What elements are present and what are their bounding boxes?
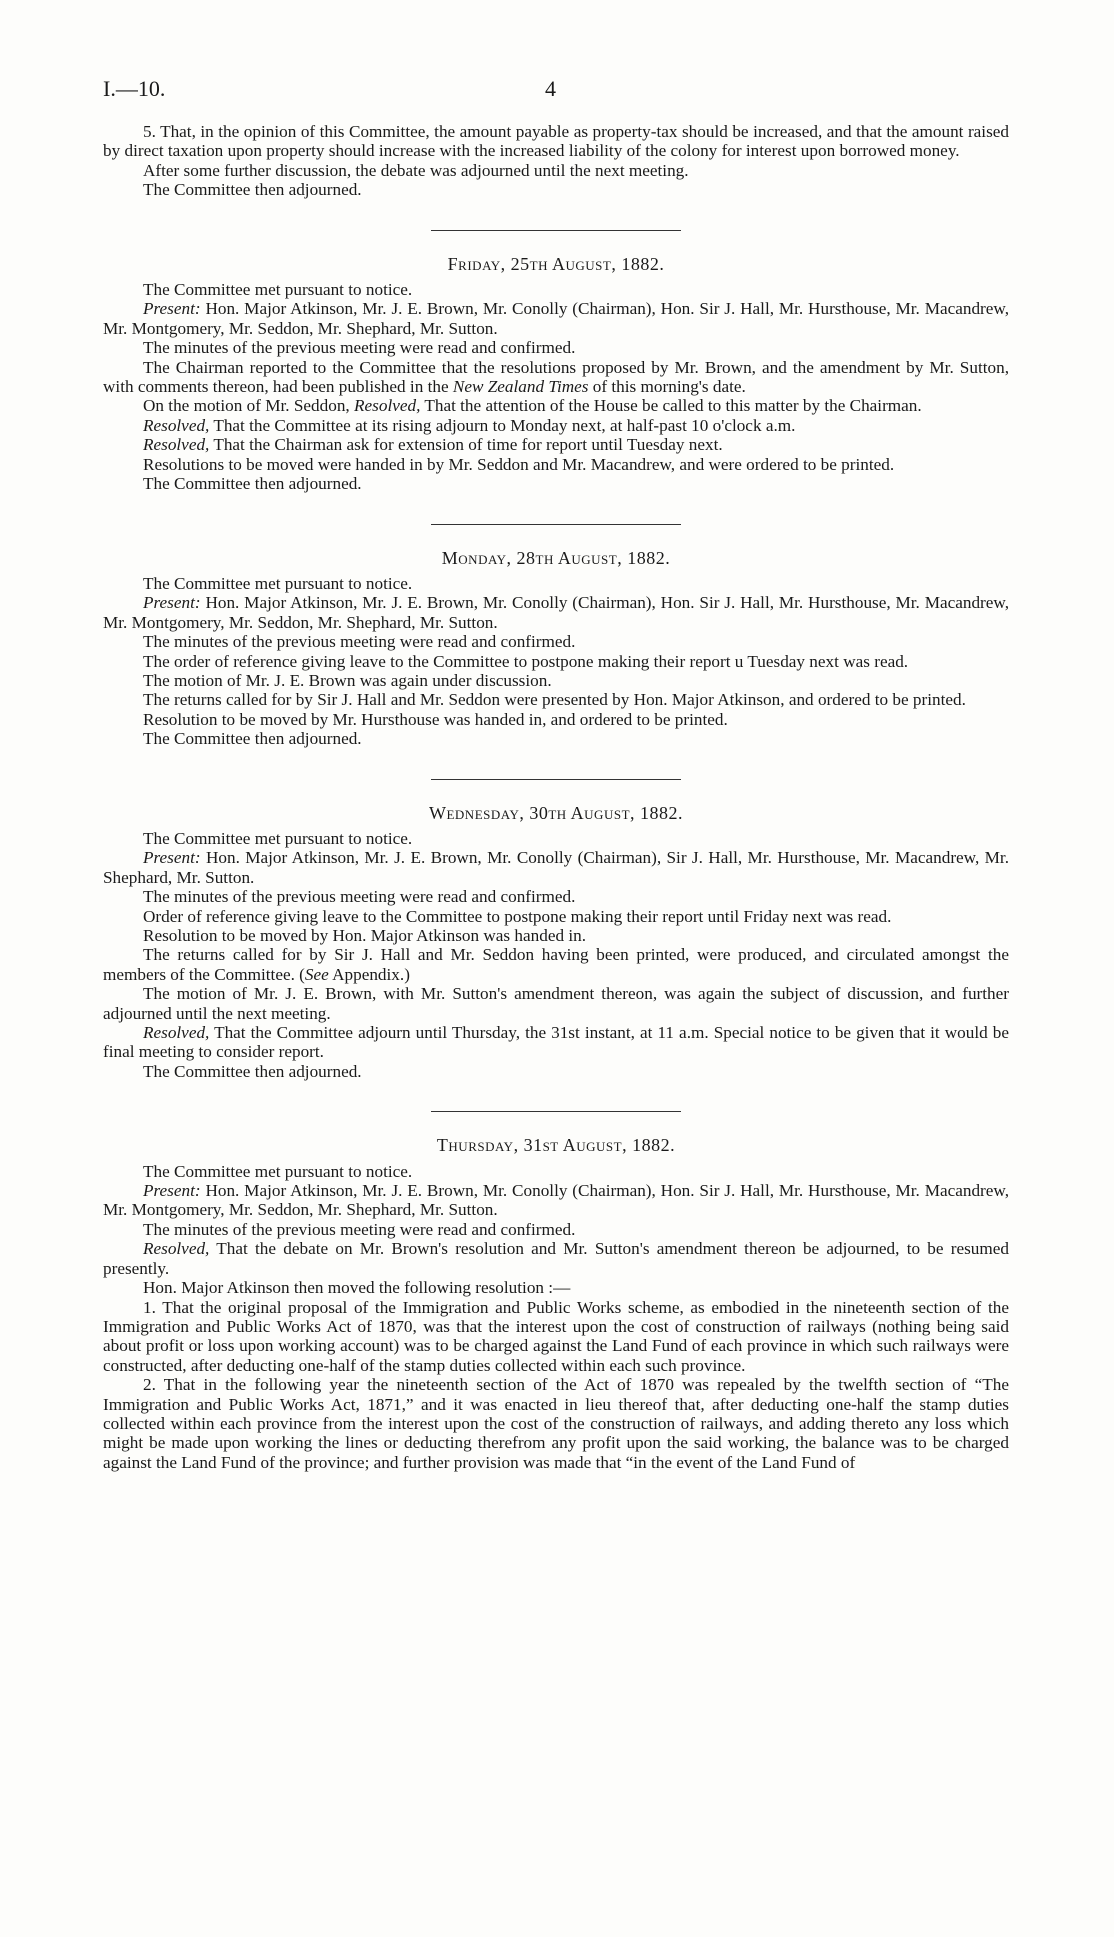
paragraph: Resolutions to be moved were handed in by Mr. Seddon and Mr. Macandrew, and were ordered to be printed. bbox=[143, 454, 895, 474]
attendance-paragraph bbox=[103, 299, 1009, 338]
paragraph: The order of reference giving leave to the Committee to postpone making their report u Tuesday next was read. bbox=[143, 651, 909, 671]
section-divider bbox=[431, 524, 681, 525]
paragraph: The minutes of the previous meeting were read and confirmed. bbox=[143, 632, 576, 652]
paragraph: The minutes of the previous meeting were read and confirmed. bbox=[143, 338, 576, 358]
paragraph: Resolution to be moved by Hon. Major Atkinson was handed in. bbox=[143, 926, 587, 945]
resolution-clause: 1. That the original proposal of the Immigration and Public Works scheme, as embodied in the nineteenth section of the Immigration and Public Works Act of 1870, was that the interest upon the cost of construction of railways (nothing being said about profit or loss upon working account) was to be charged against the Land Fund of each province in which such railways were constructed, after deducting one-half of the stamp duties collected within each such province. bbox=[103, 1297, 1009, 1375]
section-divider bbox=[431, 1111, 681, 1112]
paragraph: The motion of Mr. J. E. Brown, with Mr. Sutton's amendment thereon, was again the subject of discussion, and further adjourned until the next meeting. bbox=[103, 984, 1009, 1023]
see-label: See bbox=[304, 964, 329, 984]
resolved-label: Resolved, bbox=[143, 1239, 210, 1259]
attendance-list: Hon. Major Atkinson, Mr. J. E. Brown, Mr. Conolly (Chairman), Hon. Sir J. Hall, Mr. Hursthouse, Mr. Macandrew, Mr. Montgomery, Mr. Seddon, Mr. Shephard, Mr. Sutton. bbox=[103, 1181, 1009, 1220]
paragraph: Resolved, That the debate on Mr. Brown's resolution and Mr. Sutton's amendment thereon be adjourned, to be resumed presently. bbox=[103, 1239, 1009, 1278]
attendance-list: Hon. Major Atkinson, Mr. J. E. Brown, Mr. Conolly (Chairman), Hon. Sir J. Hall, Mr. Hursthouse, Mr. Macandrew, Mr. Montgomery, Mr. Seddon, Mr. Shephard, Mr. Sutton. bbox=[103, 299, 1009, 338]
paragraph: The Committee then adjourned. bbox=[143, 729, 362, 749]
attendance-paragraph bbox=[103, 593, 1009, 632]
paragraph: Resolved, That the Chairman ask for extension of time for report until Tuesday next. bbox=[143, 435, 723, 455]
paragraph: Resolved, That the Committee adjourn until Thursday, the 31st instant, at 11 a.m. Special notice to be given that it would be final meeting to consider report. bbox=[103, 1023, 1009, 1062]
paragraph: The Committee met pursuant to notice. bbox=[143, 573, 413, 593]
paragraph: The Committee then adjourned. bbox=[143, 180, 362, 200]
section-date: Friday, 25th August, 1882. bbox=[447, 253, 665, 274]
newspaper-title: New Zealand Times bbox=[452, 377, 589, 397]
resolved-label: Resolved, bbox=[143, 415, 210, 435]
attendance-list: Hon. Major Atkinson, Mr. J. E. Brown, Mr. Conolly (Chairman), Hon. Sir J. Hall, Mr. Hursthouse, Mr. Macandrew, Mr. Montgomery, Mr. Seddon, Mr. Shephard, Mr. Sutton. bbox=[103, 593, 1009, 632]
present-label: Present: bbox=[143, 1181, 201, 1201]
page-header bbox=[103, 76, 1011, 106]
section-divider bbox=[431, 779, 681, 780]
paragraph: The motion of Mr. J. E. Brown was again under discussion. bbox=[143, 670, 552, 690]
paragraph: The Committee met pursuant to notice. bbox=[143, 1161, 413, 1181]
attendance-list: Hon. Major Atkinson, Mr. J. E. Brown, Mr. Conolly (Chairman), Sir J. Hall, Mr. Hursthouse, Mr. Macandrew, Mr. Shephard, Mr. Sutton. bbox=[103, 848, 1009, 887]
paragraph: On the motion of Mr. Seddon, Resolved, That the attention of the House be called to this matter by the Chairman. bbox=[143, 396, 922, 416]
paragraph: The minutes of the previous meeting were read and confirmed. bbox=[143, 1219, 576, 1239]
paragraph: The minutes of the previous meeting were read and confirmed. bbox=[143, 887, 576, 907]
paragraph: The Committee met pursuant to notice. bbox=[143, 828, 413, 848]
paragraph: The returns called for by Sir J. Hall and Mr. Seddon were presented by Hon. Major Atkinson, and ordered to be printed. bbox=[143, 690, 966, 710]
present-label: Present: bbox=[143, 848, 201, 868]
paragraph: The Chairman reported to the Committee that the resolutions proposed by Mr. Brown, and the amendment by Mr. Sutton, with comments thereon, had been published in the New Zealand Times of this morning's date. bbox=[103, 357, 1009, 397]
resolved-label: Resolved, bbox=[354, 396, 421, 416]
section-divider bbox=[431, 230, 681, 231]
section-date: Wednesday, 30th August, 1882. bbox=[428, 802, 684, 823]
document-id: I.—10. bbox=[103, 76, 166, 101]
paragraph: The Committee then adjourned. bbox=[143, 474, 362, 494]
attendance-paragraph bbox=[103, 1181, 1009, 1220]
resolved-label: Resolved, bbox=[143, 435, 210, 455]
paragraph: After some further discussion, the debate was adjourned until the next meeting. bbox=[143, 160, 689, 180]
resolution-clause: 2. That in the following year the nineteenth section of the Act of 1870 was repealed by the twelfth section of “The Immigration and Public Works Act, 1871,” and it was enacted in lieu thereof that, after deducting one-half the stamp duties collected within each province from the interest upon the cost of the construction of railways, and adding thereto any loss which might be made upon working the lines or deducting therefrom any profit upon the said working, the balance was to be charged against the Land Fund of the province; and further provision was made that “in the event of the Land Fund of bbox=[103, 1375, 1009, 1472]
page-number: 4 bbox=[545, 76, 556, 101]
present-label: Present: bbox=[143, 593, 201, 613]
attendance-paragraph bbox=[103, 848, 1009, 887]
paragraph: Hon. Major Atkinson then moved the following resolution :— bbox=[143, 1278, 571, 1298]
resolved-label: Resolved, bbox=[143, 1023, 210, 1043]
paragraph: Resolution to be moved by Mr. Hursthouse was handed in, and ordered to be printed. bbox=[143, 709, 728, 729]
document-body bbox=[103, 122, 1009, 1472]
paragraph: Resolved, That the Committee at its rising adjourn to Monday next, at half-past 10 o'clock a.m. bbox=[143, 415, 796, 435]
paragraph: The Committee then adjourned. bbox=[143, 1061, 362, 1081]
paragraph: 5. That, in the opinion of this Committee, the amount payable as property-tax should be increased, and that the amount raised by direct taxation upon property should increase with the increased liability of the colony for interest upon borrowed money. bbox=[103, 122, 1009, 161]
paragraph: The Committee met pursuant to notice. bbox=[143, 280, 413, 300]
paragraph: The returns called for by Sir J. Hall and Mr. Seddon having been printed, were produced, and circulated amongst the members of the Committee. (See Appendix.) bbox=[103, 945, 1009, 984]
section-date: Thursday, 31st August, 1882. bbox=[436, 1135, 676, 1156]
present-label: Present: bbox=[143, 299, 201, 319]
section-date: Monday, 28th August, 1882. bbox=[441, 547, 671, 568]
paragraph: Order of reference giving leave to the Committee to postpone making their report until Friday next was read. bbox=[143, 906, 892, 926]
